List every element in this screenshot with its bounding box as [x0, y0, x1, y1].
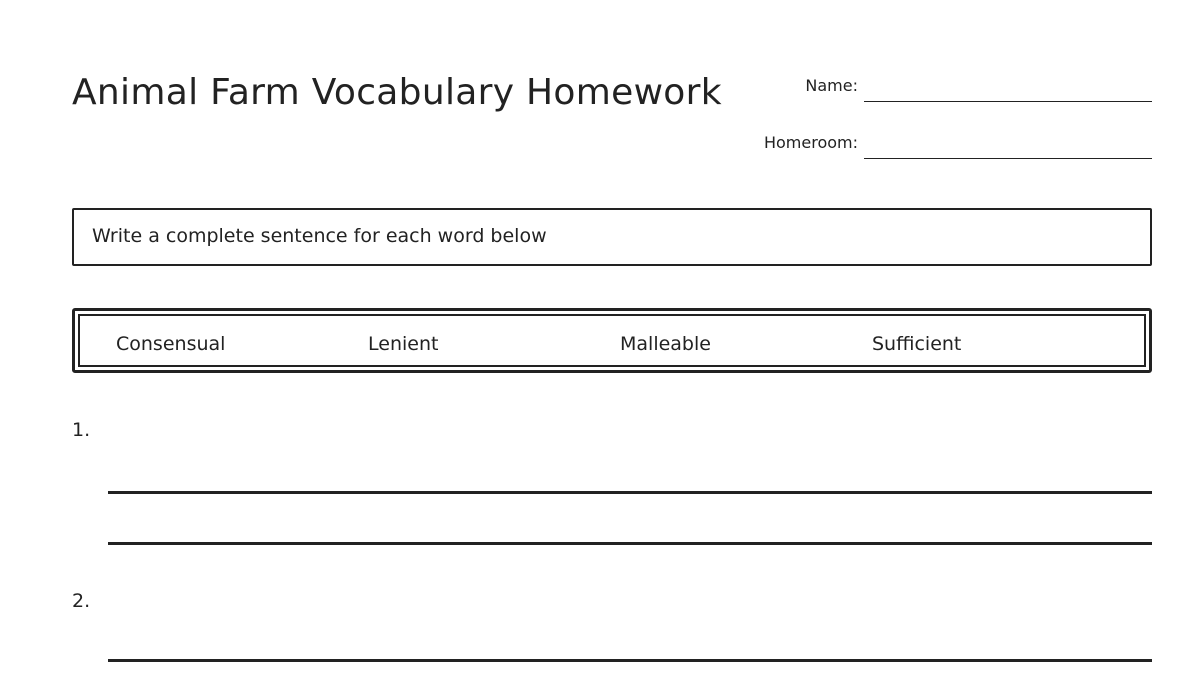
- instructions-text: Write a complete sentence for each word below: [92, 225, 547, 247]
- question-number: 1.: [72, 419, 91, 441]
- word-bank-item: Consensual: [116, 333, 226, 355]
- word-bank-item: Lenient: [368, 333, 439, 355]
- homeroom-field[interactable]: [864, 158, 1152, 159]
- name-field[interactable]: [864, 101, 1152, 102]
- answer-line[interactable]: [108, 491, 1152, 494]
- word-bank: [72, 308, 1152, 373]
- word-bank-item: Malleable: [620, 333, 711, 355]
- question-number: 2.: [72, 590, 91, 612]
- page-title: Animal Farm Vocabulary Homework: [72, 72, 722, 113]
- word-bank-inner-border: [78, 314, 1146, 367]
- answer-line[interactable]: [108, 659, 1152, 662]
- homeroom-label: Homeroom:: [763, 133, 858, 152]
- word-bank-item: Sufficient: [872, 333, 962, 355]
- instructions-box: [72, 208, 1152, 266]
- answer-line[interactable]: [108, 542, 1152, 545]
- name-label: Name:: [805, 76, 858, 95]
